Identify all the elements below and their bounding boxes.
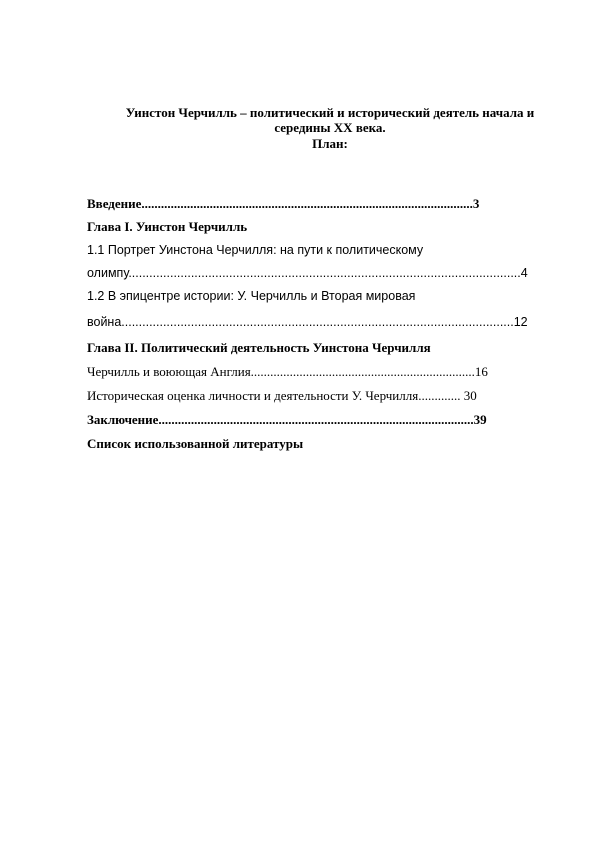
toc-item-2-2: Историческая оценка личности и деятельности У. Черчилля............. 30 xyxy=(87,388,477,403)
toc-item-1-2-line-1: 1.2 В эпицентре истории: У. Черчилль и Вторая мировая xyxy=(87,289,416,303)
plan-heading: План: xyxy=(312,136,348,151)
toc-chapter-1: Глава I. Уинстон Черчилль xyxy=(87,219,248,234)
document-title-line-2: середины XX века. xyxy=(274,120,386,135)
toc-item-1-2-line-2: война.................................................................................................................12 xyxy=(87,315,528,329)
toc-intro: Введение......................................................................................................3 xyxy=(87,196,480,211)
toc-chapter-2: Глава II. Политический деятельность Уинстона Черчилля xyxy=(87,340,431,355)
toc-item-1-1-line-1: 1.1 Портрет Уинстона Черчилля: на пути к политическому xyxy=(87,243,424,257)
document-title-line-1: Уинстон Черчилль – политический и исторический деятель начала и xyxy=(125,105,535,120)
toc-item-2-1: Черчилль и воюющая Англия.....................................................................16 xyxy=(87,364,488,379)
toc-item-1-1-line-2: олимпу.................................................................................................................4 xyxy=(87,266,528,280)
toc-conclusion: Заключение.................................................................................................39 xyxy=(87,412,487,427)
toc-bibliography: Список использованной литературы xyxy=(87,436,304,451)
